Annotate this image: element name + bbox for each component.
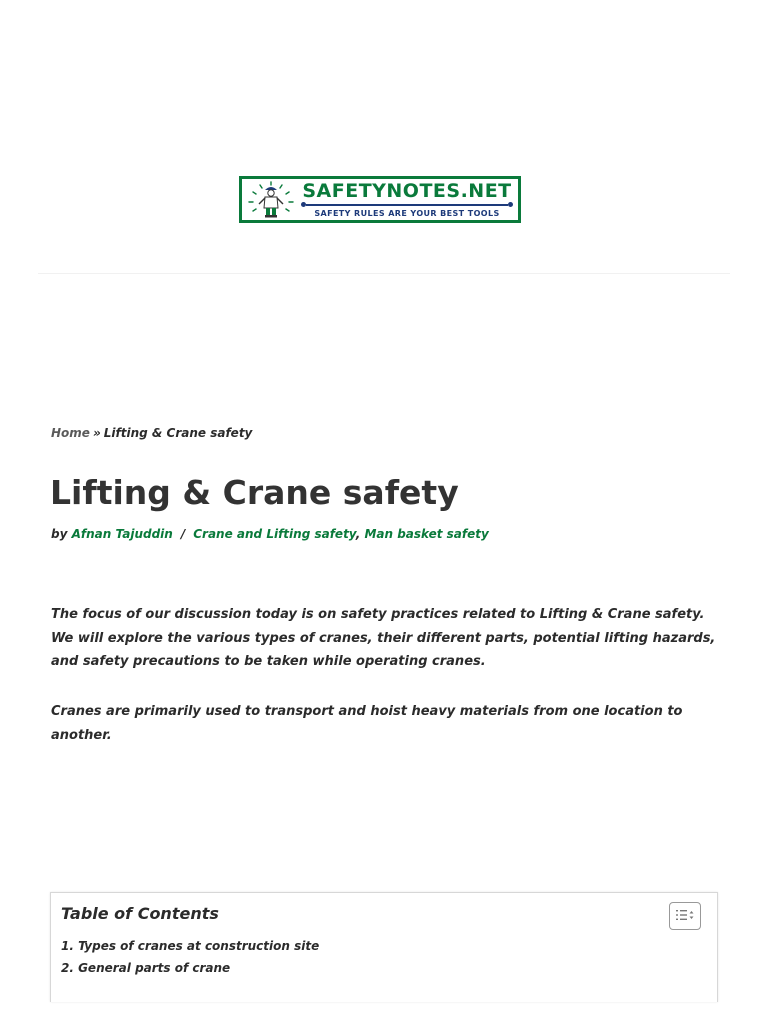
toc-toggle-button[interactable]	[669, 902, 701, 930]
header-divider	[38, 273, 730, 274]
post-meta	[51, 527, 489, 541]
logo-title: SAFETYNOTES.NET	[302, 179, 512, 202]
toc-title: Table of Contents	[61, 904, 219, 923]
toc-item-general-parts[interactable]: 2. General parts of crane	[61, 961, 231, 975]
safety-worker-icon	[242, 179, 300, 220]
author-link[interactable]: Afnan Tajuddin	[71, 527, 173, 541]
breadcrumb-separator: »	[92, 426, 101, 440]
category-separator: ,	[355, 527, 361, 541]
breadcrumb-home-link[interactable]: Home	[51, 426, 90, 440]
toc-list	[61, 935, 319, 979]
breadcrumb	[51, 426, 252, 440]
logo-rule-dot-right	[508, 202, 513, 207]
site-logo[interactable]	[239, 176, 521, 223]
by-prefix: by	[51, 527, 68, 541]
list-toggle-icon	[675, 907, 695, 926]
meta-divider: /	[180, 527, 186, 541]
table-of-contents	[50, 892, 718, 1002]
logo-tagline: SAFETY RULES ARE YOUR BEST TOOLS	[314, 208, 500, 218]
category-link-man-basket[interactable]: Man basket safety	[364, 527, 489, 541]
page-title: Lifting & Crane safety	[50, 473, 459, 512]
intro-paragraph: The focus of our discussion today is on safety practices related to Lifting & Crane safety. We will explore the various types of cranes, their different parts, potential lifting hazards, and safety precautions to be taken while operating cranes.	[51, 607, 716, 669]
logo-rule-line	[306, 204, 508, 206]
breadcrumb-current: Lifting & Crane safety	[103, 426, 253, 440]
logo-rule	[301, 203, 513, 207]
toc-item-types-of-cranes[interactable]: 1. Types of cranes at construction site	[61, 939, 320, 953]
category-link-crane-and-lifting[interactable]: Crane and Lifting safety	[193, 527, 356, 541]
intro-paragraph-2: Cranes are primarily used to transport and hoist heavy materials from one location to another.	[51, 704, 683, 743]
logo-text	[300, 181, 518, 219]
